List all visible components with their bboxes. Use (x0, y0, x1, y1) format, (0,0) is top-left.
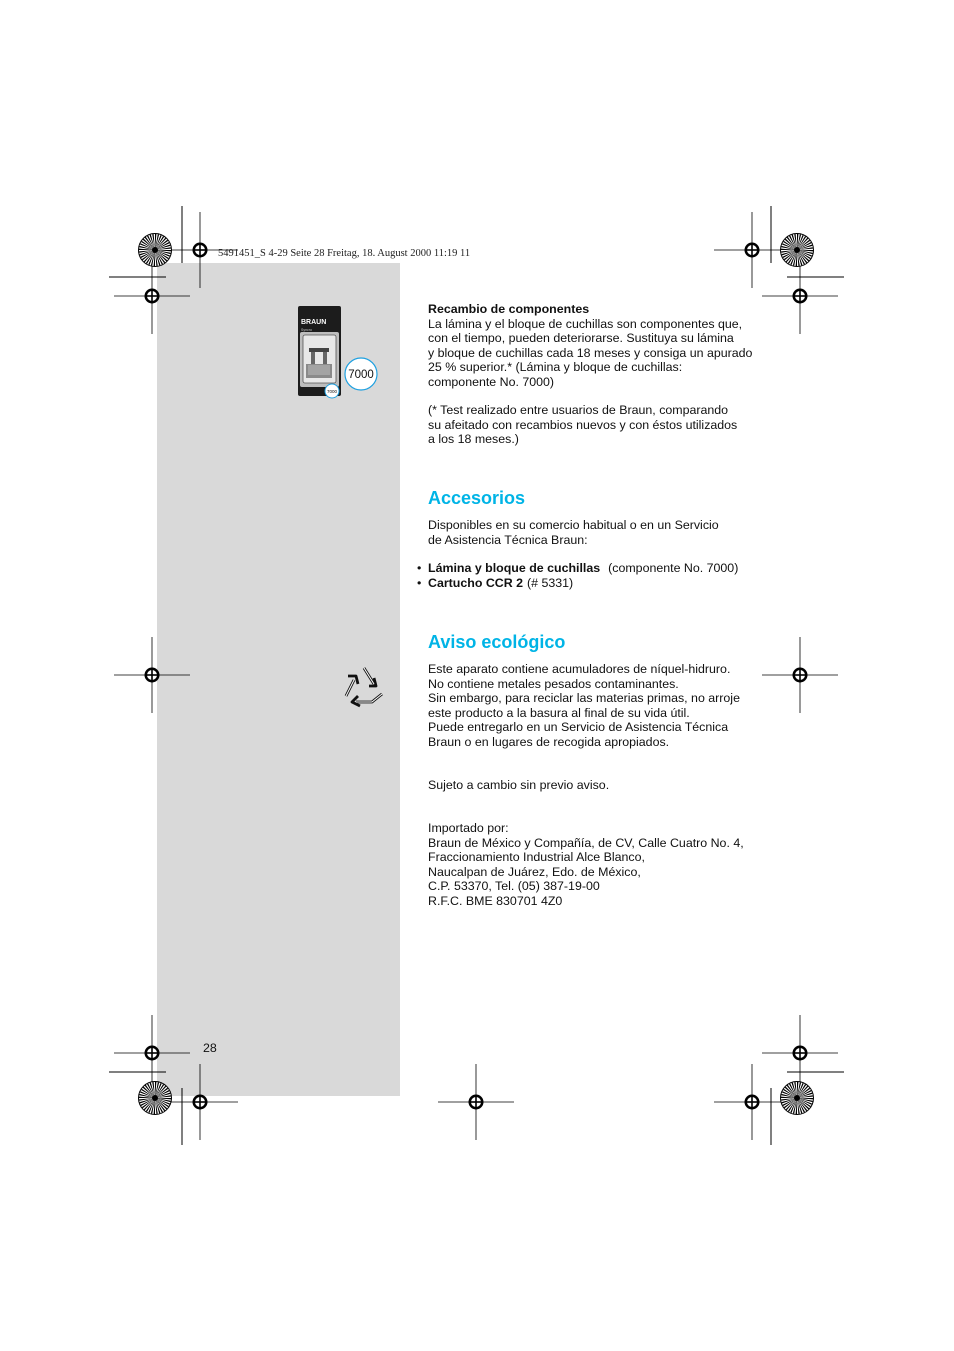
accessories-heading: Accesorios (428, 488, 526, 508)
registration-mark (114, 637, 190, 713)
registration-mark (714, 1064, 790, 1140)
list-item (417, 576, 738, 591)
replacement-footnote (428, 403, 758, 447)
foil-cassette-image (296, 304, 382, 400)
page-number: 28 (203, 1041, 217, 1055)
registration-mark (438, 1064, 514, 1140)
body-line: y bloque de cuchillas cada 18 meses y consiga un apurado (428, 345, 753, 360)
bullet-icon: • (417, 575, 422, 590)
footnote-line: su afeitado con recambios nuevos y con éstos utilizados (428, 417, 738, 432)
item-name: Cartucho CCR 2 (428, 575, 524, 590)
address-line: R.F.C. BME 830701 4Z0 (428, 893, 563, 908)
brand-label: BRAUN (301, 319, 327, 326)
address-line: Braun de México y Compañía, de CV, Calle Cuatro No. 4, (428, 835, 744, 850)
starburst-mark (781, 234, 814, 267)
recycle-icon (340, 662, 388, 708)
body-line: este producto a la basura al final de su vida útil. (428, 705, 690, 720)
body-line: componente No. 7000) (428, 374, 555, 389)
body-line: Disponibles en su comercio habitual o en un Servicio (428, 518, 719, 532)
accessories-text (428, 518, 758, 547)
address-line: C.P. 53370, Tel. (05) 387-19-00 (428, 879, 600, 894)
body-line: Puede entregarlo en un Servicio de Asistencia Técnica (428, 720, 729, 735)
registration-mark (762, 637, 838, 713)
address-line: Importado por: (428, 821, 509, 835)
small-code-label: 7000 (326, 389, 338, 394)
list-item (417, 561, 738, 576)
bullet-icon: • (417, 561, 422, 575)
eco-text (428, 662, 758, 750)
notice-text: Sujeto a cambio sin previo aviso. (428, 778, 610, 792)
replacement-section (428, 302, 758, 390)
item-name: Lámina y bloque de cuchillas (428, 561, 601, 575)
product-subtitle: Syncro (301, 328, 312, 332)
starburst-mark (781, 1082, 814, 1115)
footnote-line: (* Test realizado entre usuarios de Braun, comparando (428, 403, 729, 417)
body-line: 25 % superior.* (Lámina y bloque de cuchillas: (428, 360, 683, 375)
body-line: Sin embargo, para reciclar las materias primas, no arroje (428, 691, 740, 706)
body-line: de Asistencia Técnica Braun: (428, 532, 588, 547)
item-detail: (componente No. 7000) (608, 561, 739, 575)
registration-mark (114, 258, 190, 334)
address-line: Fraccionamiento Industrial Alce Blanco, (428, 850, 645, 865)
callout-label: 7000 (348, 369, 374, 381)
body-line: con el tiempo, pueden deteriorarse. Sustituya su lámina (428, 331, 734, 346)
registration-mark (762, 1015, 838, 1091)
section-title: Recambio de componentes (428, 302, 590, 316)
body-line: La lámina y el bloque de cuchillas son componentes que, (428, 316, 743, 331)
registration-mark (114, 1015, 190, 1091)
print-header: 5491451_S 4-29 Seite 28 Freitag, 18. August 2000 11:19 11 (218, 248, 471, 259)
body-line: Este aparato contiene acumuladores de níquel-hidruro. (428, 662, 731, 676)
body-line: No contiene metales pesados contaminantes. (428, 676, 679, 691)
registration-mark (714, 212, 790, 288)
importer-block (428, 821, 758, 909)
registration-mark (162, 1064, 238, 1140)
accessories-list (417, 561, 738, 590)
eco-heading: Aviso ecológico (428, 632, 566, 652)
starburst-mark (139, 1082, 172, 1115)
starburst-mark (139, 234, 172, 267)
footnote-line: a los 18 meses.) (428, 432, 519, 447)
address-line: Naucalpan de Juárez, Edo. de México, (428, 864, 641, 879)
body-line: Braun o en lugares de recogida apropiados. (428, 734, 670, 749)
registration-mark (762, 258, 838, 334)
item-detail: (# 5331) (527, 575, 574, 590)
